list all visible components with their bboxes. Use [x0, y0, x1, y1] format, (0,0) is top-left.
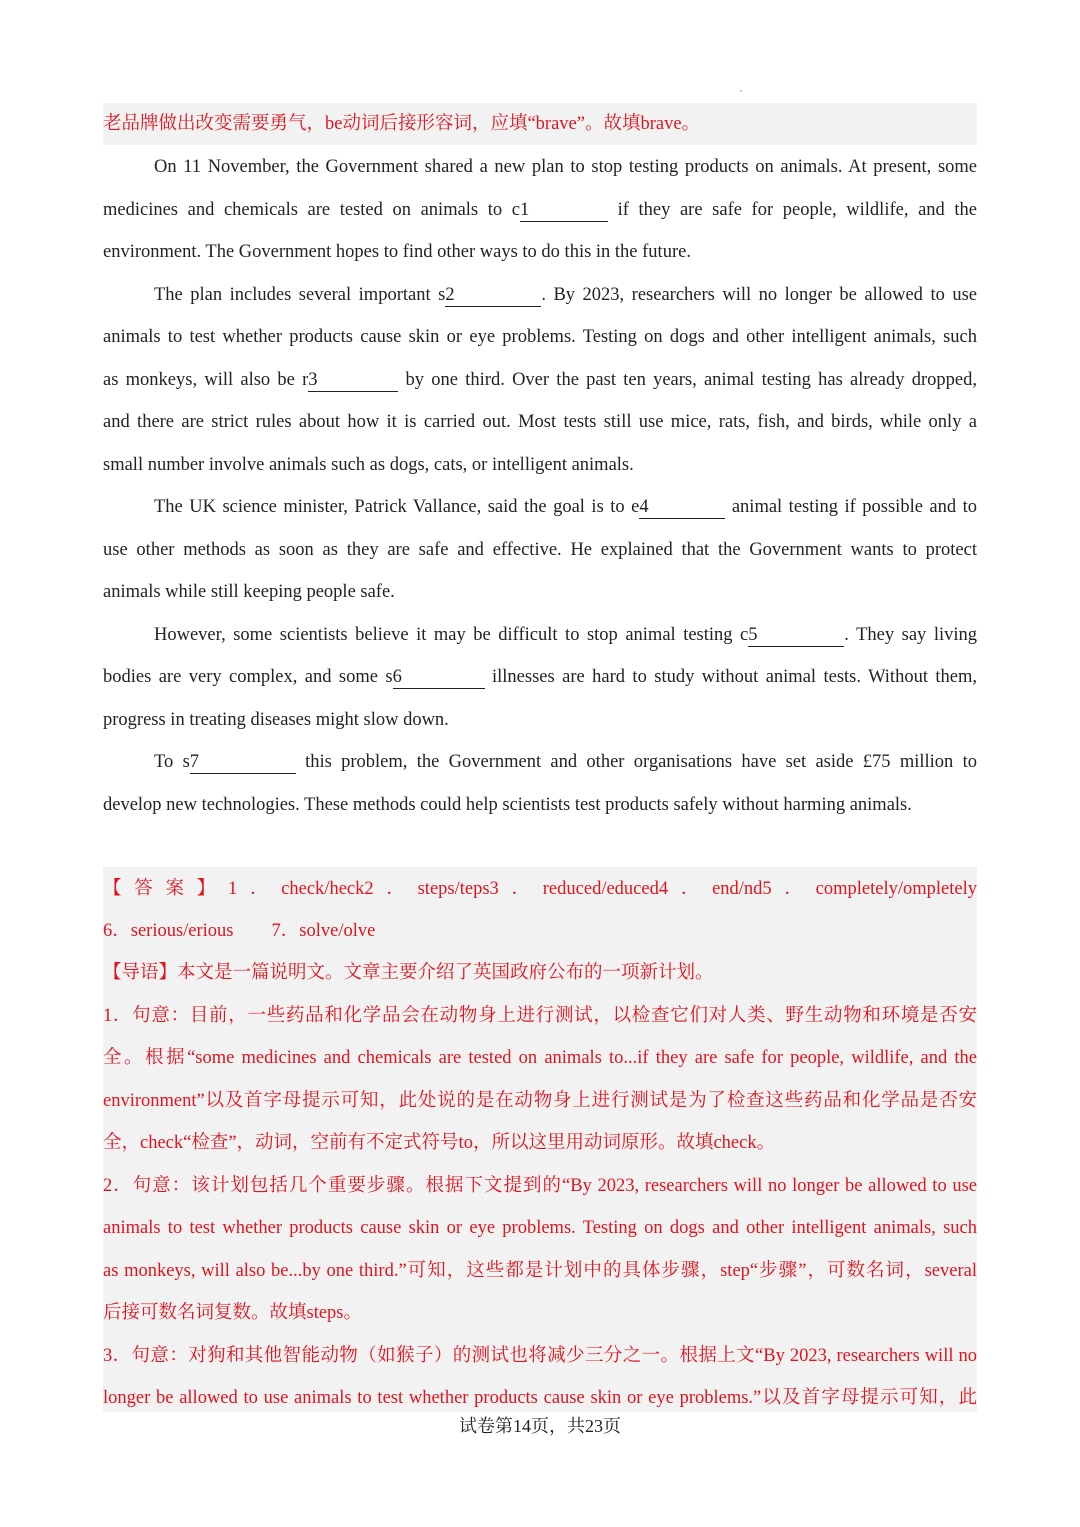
- passage-line: and there are strict rules about how it is carried out. Most tests still use mice, rats, fish, and birds, while only a: [103, 412, 977, 432]
- answer-item: 3．reduced/educed: [489, 879, 659, 899]
- explanation-line: environment”以及首字母提示可知，此处说的是在动物身上进行测试是为了检查这些药品和化学品是否安: [103, 1091, 977, 1111]
- passage-line: On 11 November, the Government shared a new plan to stop testing products on animals. At present, some: [154, 157, 977, 177]
- passage-line: progress in treating diseases might slow down.: [103, 710, 449, 730]
- explanation-line: 3．句意：对狗和其他智能动物（如猴子）的测试也将减少三分之一。根据上文“By 2023, researchers will no: [103, 1346, 977, 1366]
- blank-3: 3: [308, 369, 398, 392]
- answers-label: 【答案】: [103, 879, 228, 899]
- guide-text: 【导语】本文是一篇说明文。文章主要介绍了英国政府公布的一项新计划。: [103, 963, 714, 983]
- passage-line: animals while still keeping people safe.: [103, 582, 395, 602]
- passage-line: as monkeys, will also be r3 by one third. Over the past ten years, animal testing has already dropped,: [103, 370, 977, 390]
- passage-line: The UK science minister, Patrick Vallance, said the goal is to e4 animal testing if possible and to: [154, 497, 977, 517]
- blank-6: 6: [393, 666, 485, 689]
- passage-line: The plan includes several important s2 . By 2023, researchers will no longer be allowed to use: [154, 285, 977, 305]
- explanation-line: 全。根据“some medicines and chemicals are tested on animals to...if they are safe for people, wildlife, and the: [103, 1048, 977, 1068]
- explanation-line: 2．句意：该计划包括几个重要步骤。根据下文提到的“By 2023, researchers will no longer be allowed to use: [103, 1176, 977, 1196]
- intro-note: 老品牌做出改变需要勇气，be动词后接形容词，应填“brave”。故填brave。: [103, 114, 701, 134]
- blank-5: 5: [748, 624, 844, 647]
- passage-line: environment. The Government hopes to find other ways to do this in the future.: [103, 242, 691, 262]
- passage-line: medicines and chemicals are tested on animals to c1 if they are safe for people, wildlife, and the: [103, 200, 977, 220]
- answer-item: 7．solve/olve: [271, 921, 376, 941]
- answer-item: 5．completely/ompletely: [762, 879, 977, 899]
- answer-item: 6．serious/erious: [103, 921, 234, 941]
- passage-line: bodies are very complex, and some s6 illnesses are hard to study without animal tests. Without them,: [103, 667, 978, 687]
- passage-line: animals to test whether products cause skin or eye problems. Testing on dogs and other intelligent animals, such: [103, 327, 977, 347]
- scan-dot: [740, 90, 742, 92]
- blank-2: 2: [445, 284, 541, 307]
- answers-line-2: [103, 919, 977, 943]
- answers-line-1: [103, 877, 977, 901]
- answer-item: 2．steps/teps: [364, 879, 490, 899]
- blank-7: 7: [190, 751, 296, 774]
- explanation-line: as monkeys, will also be...by one third.”可知，这些都是计划中的具体步骤，step“步骤”，可数名词，several: [103, 1261, 977, 1281]
- passage-line: develop new technologies. These methods could help scientists test products safely without harming animals.: [103, 795, 912, 815]
- explanation-line: 全，check“检查”，动词，空前有不定式符号to，所以这里用动词原形。故填check。: [103, 1133, 776, 1153]
- explanation-line: animals to test whether products cause skin or eye problems. Testing on dogs and other intelligent animals, such: [103, 1218, 977, 1238]
- passage-line: use other methods as soon as they are safe and effective. He explained that the Government wants to protect: [103, 540, 977, 560]
- answer-item: 1．check/heck: [227, 879, 365, 899]
- explanation-line: longer be allowed to use animals to test whether products cause skin or eye problems.”以及首字母提示可知，此: [103, 1388, 977, 1408]
- answer-item: 4．end/nd: [658, 879, 763, 899]
- explanation-line: 后接可数名词复数。故填steps。: [103, 1303, 363, 1323]
- passage-line: To s7 this problem, the Government and other organisations have set aside £75 million to: [154, 752, 977, 772]
- explanation-line: 1．句意：目前，一些药品和化学品会在动物身上进行测试，以检查它们对人类、野生动物和环境是否安: [103, 1006, 977, 1026]
- page-footer: 试卷第14页，共23页: [459, 1416, 621, 1436]
- passage-line: small number involve animals such as dogs, cats, or intelligent animals.: [103, 455, 634, 475]
- blank-4: 4: [639, 496, 725, 519]
- blank-1: 1: [520, 199, 608, 222]
- passage-line: However, some scientists believe it may be difficult to stop animal testing c5 . They say living: [154, 625, 977, 645]
